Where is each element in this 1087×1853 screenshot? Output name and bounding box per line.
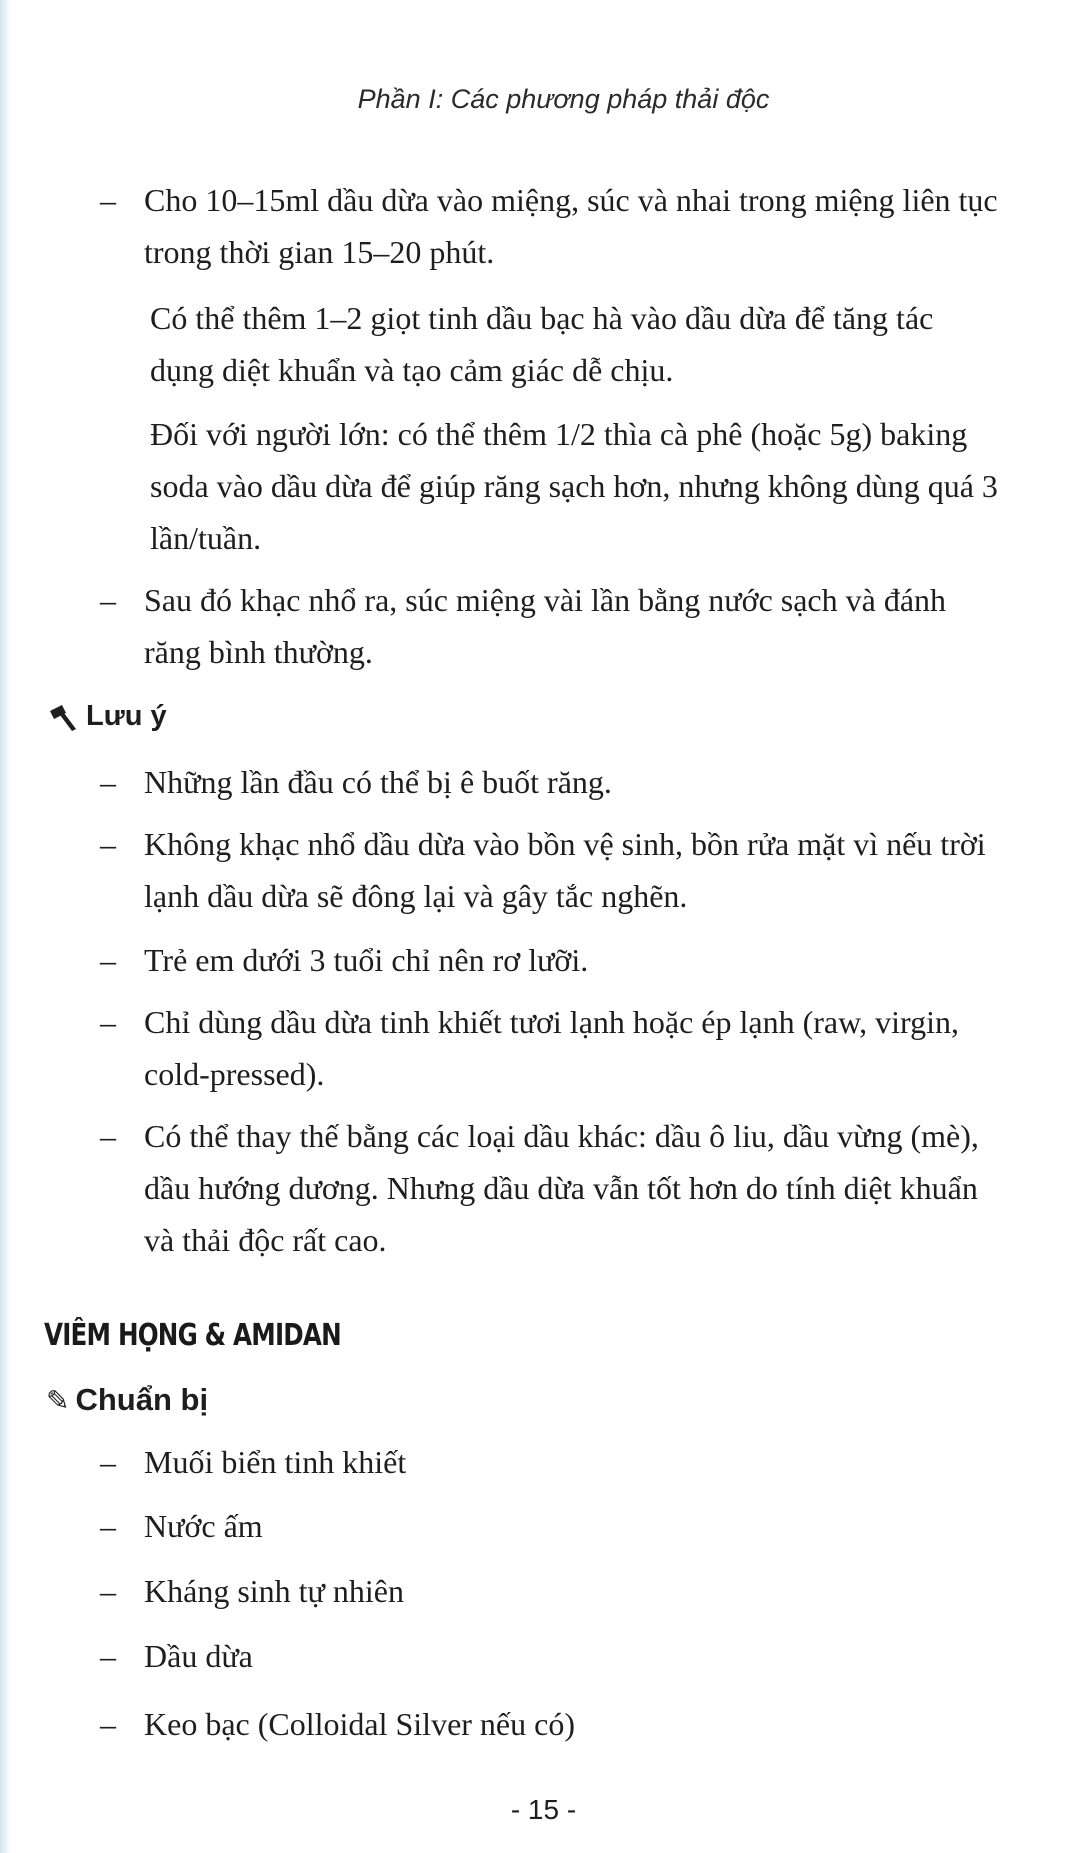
prep-item [100, 1565, 1000, 1617]
note-item-text: Những lần đầu có thể bị ê buốt răng. [144, 764, 612, 800]
prep-item-text: Dầu dừa [144, 1638, 253, 1674]
prep-heading-label: Chuẩn bị [75, 1382, 209, 1417]
step-text: Sau đó khạc nhổ ra, súc miệng vài lần bằng nước sạch và đánh răng bình thường. [144, 582, 947, 670]
note-item [100, 818, 1000, 922]
page-number: - 15 - [510, 1794, 577, 1825]
dash-bullet: – [100, 1118, 116, 1154]
dash-bullet: – [100, 1706, 116, 1742]
prep-item-text: Keo bạc (Colloidal Silver nếu có) [144, 1706, 575, 1742]
dash-bullet: – [100, 1638, 116, 1674]
prep-item-text: Muối biển tinh khiết [144, 1444, 407, 1480]
dash-bullet: – [100, 1004, 116, 1040]
dash-bullet: – [100, 1444, 116, 1480]
prep-item [100, 1698, 1000, 1750]
note-item-text: Trẻ em dưới 3 tuổi chỉ nên rơ lưỡi. [144, 942, 589, 978]
note-item-text: Chỉ dùng dầu dừa tinh khiết tươi lạnh hoặc ép lạnh (raw, virgin, cold-pressed). [144, 1004, 959, 1092]
dash-bullet: – [100, 764, 116, 800]
pencil-icon: ✎ [46, 1384, 70, 1416]
dash-bullet: – [100, 582, 116, 618]
prep-item [100, 1436, 1000, 1488]
dash-bullet: – [100, 1508, 116, 1544]
step-item [100, 574, 1000, 678]
prep-item-text: Kháng sinh tự nhiên [144, 1573, 404, 1609]
note-heading [48, 700, 167, 733]
section-title: VIÊM HỌNG & AMIDAN [44, 1318, 341, 1353]
note-item [100, 1110, 1000, 1266]
prep-heading [46, 1382, 208, 1418]
running-header: Phần I: Các phương pháp thải độc [357, 84, 770, 114]
step-note-paragraph: Đối với người lớn: có thể thêm 1/2 thìa cà phê (hoặc 5g) baking soda vào dầu dừa để giúp răng sạch hơn, nhưng không dùng quá 3 lần/tuần. [150, 416, 998, 556]
note-item [100, 934, 1000, 986]
note-item-text: Có thể thay thế bằng các loại dầu khác: dầu ô liu, dầu vừng (mè), dầu hướng dương. Nhưng dầu dừa vẫn tốt hơn do tính diệt khuẩn và thải độc rất cao. [144, 1118, 979, 1258]
page-edge-strip [0, 0, 10, 1853]
step-text: Cho 10–15ml dầu dừa vào miệng, súc và nhai trong miệng liên tục trong thời gian 15–20 phút. [144, 182, 998, 270]
note-item-text: Không khạc nhổ dầu dừa vào bồn vệ sinh, bồn rửa mặt vì nếu trời lạnh dầu dừa sẽ đông lại và gây tắc nghẽn. [144, 826, 986, 914]
dash-bullet: – [100, 182, 116, 218]
prep-item [100, 1630, 1000, 1682]
note-heading-label: Lưu ý [86, 700, 167, 732]
note-item [100, 996, 1000, 1100]
note-item [100, 756, 1000, 808]
dash-bullet: – [100, 826, 116, 862]
dash-bullet: – [100, 942, 116, 978]
prep-item [100, 1500, 1000, 1552]
dash-bullet: – [100, 1573, 116, 1609]
prep-item-text: Nước ấm [144, 1508, 263, 1544]
step-note-paragraph: Có thể thêm 1–2 giọt tinh dầu bạc hà vào dầu dừa để tăng tác dụng diệt khuẩn và tạo cảm giác dễ chịu. [150, 300, 934, 388]
step-item [100, 174, 1000, 278]
hammer-icon [48, 703, 78, 731]
